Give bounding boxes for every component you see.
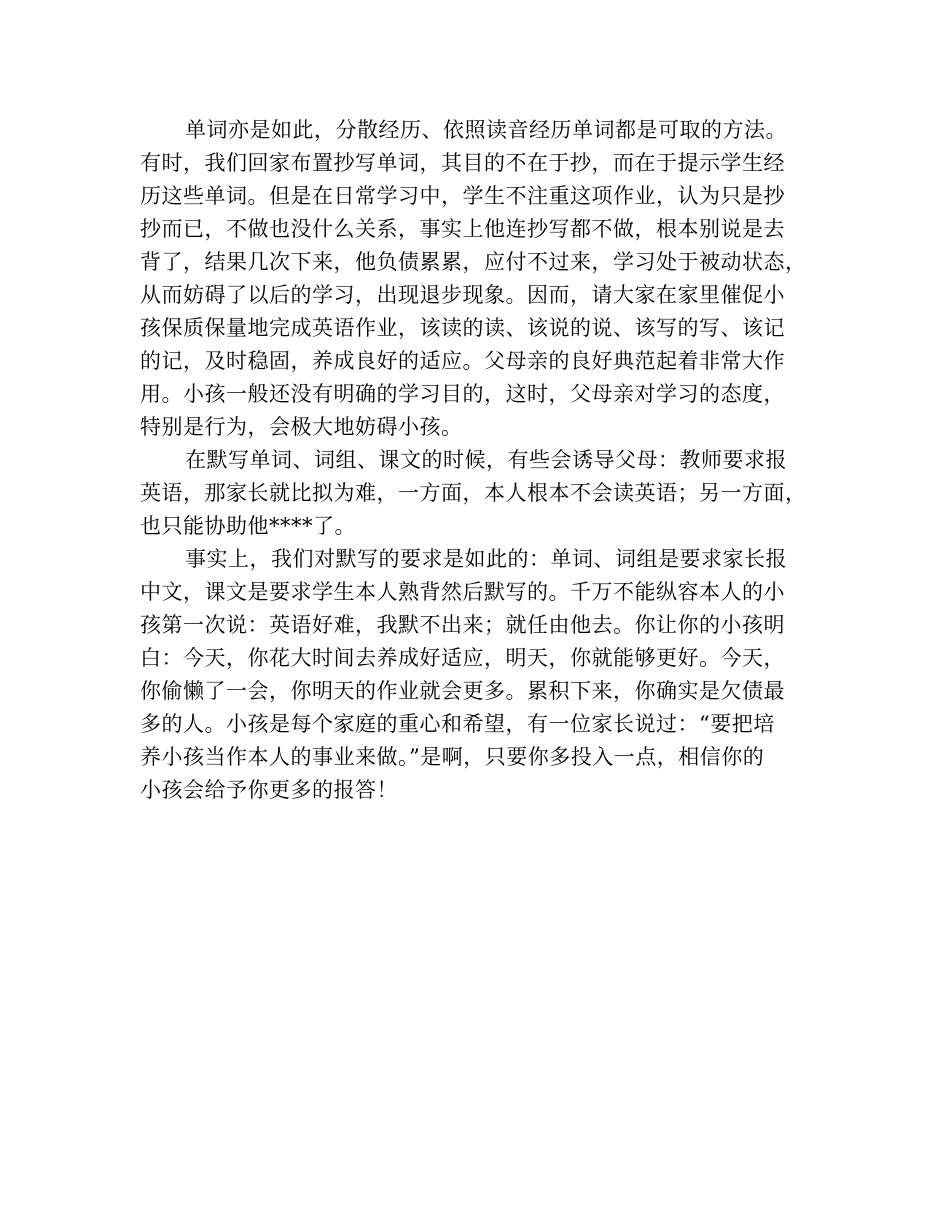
paragraph-3-line-3: 孩第一次说：英语好难，我默不出来；就任由他去。你让你的小孩明 — [140, 613, 785, 637]
paragraph-2-line-1: 在默写单词、词组、课文的时候，有些会诱导父母：教师要求报 — [185, 448, 787, 472]
paragraph-1-line-10: 特别是行为，会极大地妨碍小孩。 — [140, 415, 463, 439]
paragraph-1-line-6: 从而妨碍了以后的学习，出现退步现象。因而，请大家在家里催促小 — [140, 283, 785, 307]
paragraph-1-line-9: 用。小孩一般还没有明确的学习目的，这时，父母亲对学习的态度， — [140, 382, 785, 406]
paragraph-3-line-1: 事实上，我们对默写的要求是如此的：单词、词组是要求家长报 — [185, 547, 787, 571]
paragraph-1-line-8: 的记，及时稳固，养成良好的适应。父母亲的良好典范起着非常大作 — [140, 349, 785, 373]
paragraph-1-line-2: 有时，我们回家布置抄写单词，其目的不在于抄，而在于提示学生经 — [140, 151, 785, 175]
paragraph-2-line-3: 也只能协助他****了。 — [140, 514, 356, 538]
paragraph-3-line-5: 你偷懒了一会，你明天的作业就会更多。累积下来，你确实是欠债最 — [140, 679, 785, 703]
paragraph-1-line-7: 孩保质保量地完成英语作业，该读的读、该说的说、该写的写、该记 — [140, 316, 785, 340]
paragraph-1-line-4: 抄而已，不做也没什么关系，事实上他连抄写都不做，根本别说是去 — [140, 217, 785, 241]
document-body — [140, 114, 812, 807]
paragraph-3-line-6: 多的人。小孩是每个家庭的重心和希望，有一位家长说过：“要把培 — [140, 712, 775, 736]
paragraph-3-line-2: 中文，课文是要求学生本人熟背然后默写的。千万不能纵容本人的小 — [140, 580, 785, 604]
paragraph-3-line-7: 养小孩当作本人的事业来做。”是啊，只要你多投入一点，相信你的 — [140, 745, 765, 769]
paragraph-3-line-4: 白：今天，你花大时间去养成好适应，明天，你就能够更好。今天， — [140, 646, 785, 670]
paragraph-3-line-8: 小孩会给予你更多的报答！ — [140, 778, 398, 802]
paragraph-1-line-5: 背了，结果几次下来，他负债累累，应付不过来，学习处于被动状态， — [140, 250, 807, 274]
paragraph-2-line-2: 英语，那家长就比拟为难，一方面，本人根本不会读英语；另一方面， — [140, 481, 807, 505]
paragraph-1-line-1: 单词亦是如此，分散经历、依照读音经历单词都是可取的方法。 — [185, 118, 787, 142]
paragraph-1-line-3: 历这些单词。但是在日常学习中，学生不注重这项作业，认为只是抄 — [140, 184, 785, 208]
